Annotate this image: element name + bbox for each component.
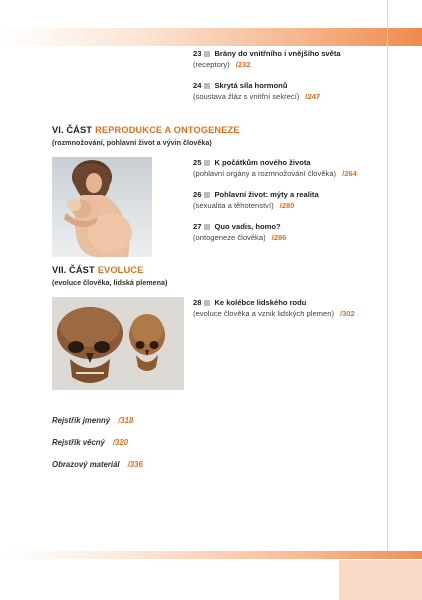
entry-number: 23 xyxy=(193,49,202,58)
entry-number: 24 xyxy=(193,81,202,90)
entry-number: 25 xyxy=(193,158,202,167)
entry-page: /232 xyxy=(235,60,251,69)
entry-subtitle: (evoluce člověka a vznik lidských plemen) xyxy=(193,309,334,318)
part-6-heading xyxy=(52,125,240,135)
pregnant-woman-photo xyxy=(52,157,152,257)
entry-number: 27 xyxy=(193,222,202,231)
entry-page: /280 xyxy=(279,201,295,210)
entry-title: Brány do vnitřního i vnějšího světa xyxy=(214,49,341,58)
entry-title: Pohlavní život: mýty a realita xyxy=(214,190,319,199)
entry-subtitle: (receptory) xyxy=(193,60,230,69)
entry-subtitle: (pohlavní orgány a rozmnožování člověka) xyxy=(193,169,337,178)
entry-number: 26 xyxy=(193,190,202,199)
index-name[interactable] xyxy=(52,416,133,425)
index-page: /336 xyxy=(127,460,143,469)
index-page: /320 xyxy=(112,438,129,447)
bottom-orange-band xyxy=(0,551,422,559)
entry-number: 28 xyxy=(193,298,202,307)
bullet-square-icon xyxy=(204,160,210,166)
entry-title: Skrytá síla hormonů xyxy=(214,81,288,90)
hominid-skulls-photo xyxy=(52,297,184,390)
entry-page: /286 xyxy=(271,233,287,242)
part-6-subtitle: (rozmnožování, pohlavní život a vývin člověka) xyxy=(52,138,212,147)
toc-entry-27[interactable] xyxy=(193,221,286,243)
entry-page: /264 xyxy=(342,169,357,178)
toc-entry-23[interactable] xyxy=(193,48,341,70)
entry-page: /247 xyxy=(305,92,321,101)
index-subject[interactable] xyxy=(52,438,128,447)
part-number: VI. ČÁST xyxy=(52,125,93,135)
index-label: Obrazový materiál xyxy=(52,460,120,469)
index-label: Rejstřík jmenný xyxy=(52,416,111,425)
part-number: VII. ČÁST xyxy=(52,265,95,275)
toc-entry-28[interactable] xyxy=(193,297,355,319)
index-label: Rejstřík věcný xyxy=(52,438,105,447)
top-orange-band xyxy=(0,28,422,46)
entry-title: Ke kolébce lidského rodu xyxy=(214,298,307,307)
bullet-square-icon xyxy=(204,300,210,306)
entry-title: Quo vadis, homo? xyxy=(214,222,281,231)
bullet-square-icon xyxy=(204,83,210,89)
part-7-heading xyxy=(52,265,143,275)
bullet-square-icon xyxy=(204,224,210,230)
part-7-subtitle: (evoluce člověka, lidská plemena) xyxy=(52,278,168,287)
entry-subtitle: (sexualita a těhotenství) xyxy=(193,201,274,210)
entry-subtitle: (soustava žláz s vnitřní sekrecí) xyxy=(193,92,300,101)
toc-entry-24[interactable] xyxy=(193,80,320,102)
entry-subtitle: (ontogeneze člověka) xyxy=(193,233,266,242)
part-title: REPRODUKCE A ONTOGENEZE xyxy=(95,125,240,135)
part-title: EVOLUCE xyxy=(97,265,144,275)
toc-entry-26[interactable] xyxy=(193,189,319,211)
entry-title: K počátkům nového života xyxy=(214,158,311,167)
bullet-square-icon xyxy=(204,192,210,198)
right-margin-rule xyxy=(387,0,388,600)
index-images[interactable] xyxy=(52,460,143,469)
corner-color-block xyxy=(339,560,422,600)
toc-entry-25[interactable] xyxy=(193,157,357,179)
entry-page: /302 xyxy=(339,309,355,318)
bullet-square-icon xyxy=(204,51,210,57)
index-page: /318 xyxy=(118,416,134,425)
